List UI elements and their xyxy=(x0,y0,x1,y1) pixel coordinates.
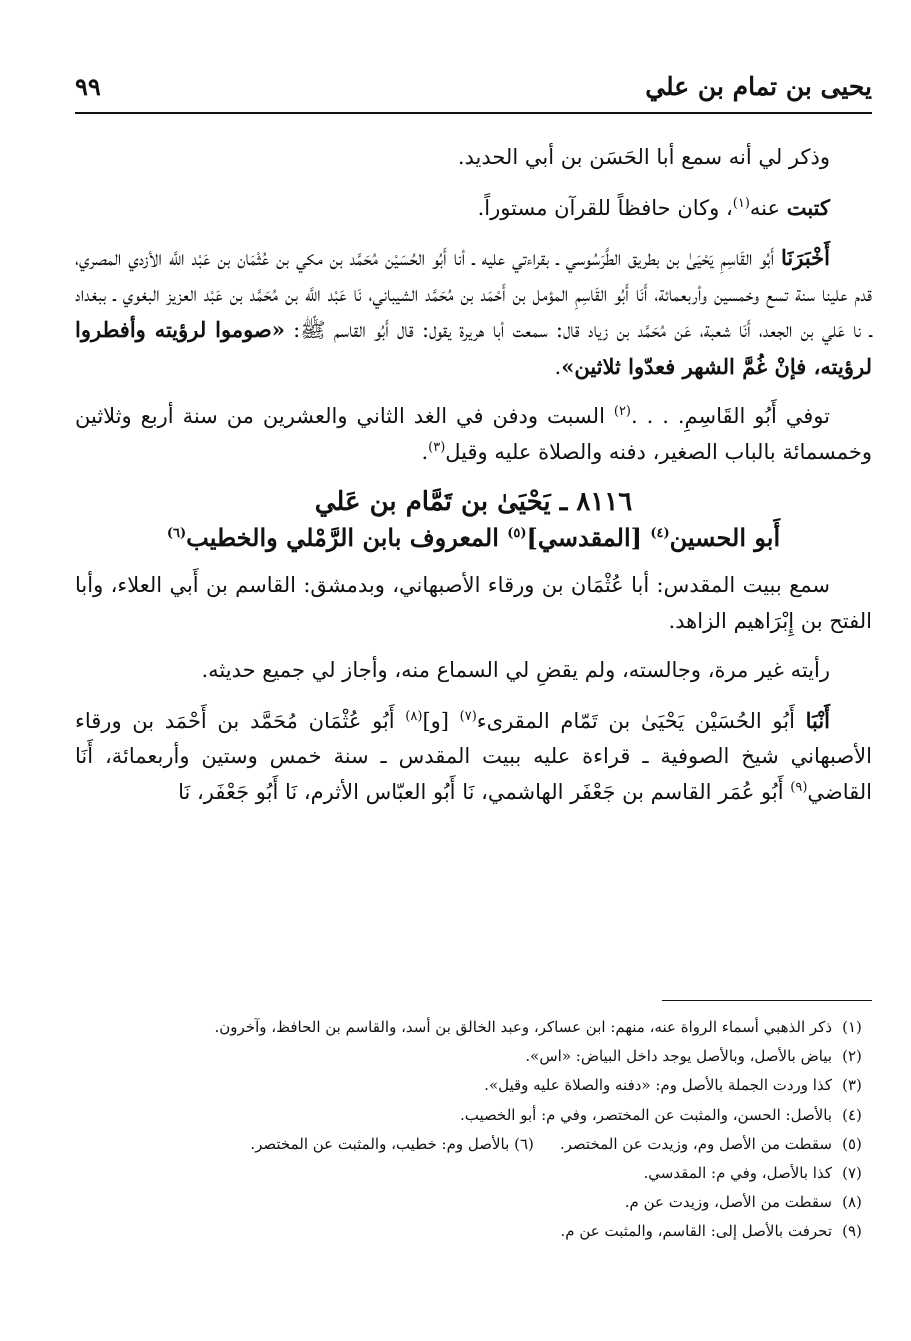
hadith-paragraph xyxy=(75,240,872,385)
footnote-text: بالأصل: الحسن، والمثبت عن المختصر، وفي م: أبو الخصيب. xyxy=(459,1105,832,1124)
entry-subtitle xyxy=(75,520,872,556)
entry-subtitle-text: المعروف بابن الرَّمْلي والخطيب xyxy=(186,523,508,552)
footnote xyxy=(75,1042,872,1071)
entry-title: ٨١١٦ ـ يَحْيَىٰ بن تَمَّام بن عَلي xyxy=(314,487,633,517)
hadith-quote: «صوموا لرؤيته وأفطروا لرؤيته، فإنْ غُمَّ الشهر فعدّوا ثلاثين» xyxy=(75,317,872,379)
main-text xyxy=(75,140,872,824)
keyword: كتبت xyxy=(786,194,830,220)
footnote xyxy=(75,1188,872,1217)
footnote-ref: (٢) xyxy=(613,404,631,419)
footnote-ref: (٧) xyxy=(459,708,477,724)
footnote xyxy=(75,1071,872,1100)
footnote-number: (٩) xyxy=(842,1222,862,1241)
paragraph-text: أَبُو القَاسِمِ يَحْيَىٰ بن بطريق الطَّرَسُوسي ـ بقراءتي عليه ـ أنا أَبُو الحُسَيْن مُحَمَّد بن مكي بن عُثْمَان بن عَبْد اللَّه الأزدي المصري، قدم علينا سنة تسع وخمسين وأربعمائة، أَنَا أَبُو القَاسِمِ المؤمل بن أَحْمَد بن مُحَمَّد الشيباني، نَا عَبْد اللَّه بن مُحَمَّد بن عَبْد العزيز البغوي ـ ببغداد ـ نا عَلي بن الجعد، أَنَا شعبة، عَن مُحَمَّد بن زياد قال: سمعت أبا هريرة يقول: قال أَبُو القاسم ﷺ: xyxy=(75,246,872,342)
entry-subtitle-text: أَبو الحسين xyxy=(669,523,781,552)
paragraph-text: أَبُو عُمَر القاسم بن جَعْفَر الهاشمي، نَا أَبُو العبّاس الأثرم، نَا أَبُو جَعْفَر، نَا xyxy=(178,779,791,804)
footnote-number: (٨) xyxy=(842,1193,862,1212)
footnote-separator xyxy=(662,1000,872,1001)
footnote-text: سقطت من الأصل، وزيدت عن م. xyxy=(624,1193,832,1212)
footnote-text: كذا بالأصل، وفي م: المقدسي. xyxy=(643,1164,832,1183)
paragraph-text: أَبُو الحُسَيْن يَحْيَىٰ بن تَمّام المقرىء xyxy=(476,708,806,733)
footnote-ref: (٨) xyxy=(405,708,423,724)
footnote xyxy=(75,1101,872,1130)
paragraph-text: سمع ببيت المقدس: أبا عُثْمَان بن ورقاء الأصبهاني، وبدمشق: القاسم بن أَبي العلاء، وأبا الفتح بن إِبْرَاهيم الزاهد. xyxy=(75,573,872,633)
paragraph-text: رأيته غير مرة، وجالسته، ولم يقضِ لي السماع منه، وأجاز لي جميع حديثه. xyxy=(201,658,830,682)
footnote-text: ذكر الذهبي أسماء الرواة عنه، منهم: ابن عساكر، وعبد الخالق بن أسد، والقاسم بن الحافظ، وآخرون. xyxy=(214,1018,832,1036)
footnote-number: (٦) xyxy=(514,1134,534,1153)
footnote-ref: (٤) xyxy=(650,526,670,541)
footnotes xyxy=(75,1013,872,1247)
footnote-number: (٢) xyxy=(842,1047,862,1066)
paragraph xyxy=(75,140,872,176)
paragraph xyxy=(75,703,872,811)
footnote-text: تحرفت بالأصل إلى: القاسم، والمثبت عن م. xyxy=(560,1222,832,1241)
paragraph xyxy=(75,568,872,639)
footnote-text: بالأصل وم: خطيب، والمثبت عن المختصر. xyxy=(250,1134,510,1153)
footnote-number: (٧) xyxy=(842,1164,862,1183)
paragraph-text: . xyxy=(554,354,562,379)
footnote-ref: (٥) xyxy=(507,526,527,541)
keyword: أَنْبَا xyxy=(805,707,831,733)
entry-subtitle-text: [المقدسي] xyxy=(526,523,651,552)
paragraph-text: ، وكان حافظاً للقرآن مستوراً. xyxy=(477,195,733,220)
footnote-ref: (٩) xyxy=(790,779,808,795)
paragraph-text: وذكر لي أنه سمع أبا الحَسَن بن أبي الحديد. xyxy=(457,145,830,169)
paragraph xyxy=(75,653,872,689)
paragraph-text: عنه xyxy=(749,195,787,220)
footnote-number: (٥) xyxy=(842,1134,862,1153)
entry-heading xyxy=(75,484,872,556)
paragraph-text: أَبُو عُثْمَان مُحَمَّد بن أَحْمَد بن ورقاء الأصبهاني شيخ الصوفية ـ قراءة عليه ببيت المقدس ـ سنة خمس وستين وأربعمائة، أَنَا القاضي xyxy=(75,708,872,804)
footnote-number: (١) xyxy=(842,1018,862,1036)
page-number: ٩٩ xyxy=(75,72,101,101)
paragraph-text: [و] xyxy=(422,708,460,733)
footnote-number: (٤) xyxy=(842,1105,862,1124)
footnote xyxy=(75,1159,872,1188)
paragraph-text: . xyxy=(421,439,429,464)
paragraph-text: توفي أَبُو القَاسِمِ. . . . xyxy=(631,404,830,428)
footnote xyxy=(75,1217,872,1246)
keyword: أَخْبَرَنَا xyxy=(781,245,830,270)
footnote-text: سقطت من الأصل وم، وزيدت عن المختصر. xyxy=(559,1134,832,1153)
footnote-text: بياض بالأصل، وبالأصل يوجد داخل البياض: «اس». xyxy=(525,1047,832,1066)
paragraph xyxy=(75,190,872,227)
header-title: يحيى بن تمام بن علي xyxy=(645,72,872,101)
footnote xyxy=(75,1130,872,1159)
footnote-ref: (٦) xyxy=(166,526,187,541)
footnote xyxy=(75,1013,872,1042)
running-header xyxy=(75,68,872,114)
footnote-ref: (١) xyxy=(732,195,750,211)
paragraph xyxy=(75,399,872,470)
footnote-text: كذا وردت الجملة بالأصل وم: «دفنه والصلاة عليه وقيل». xyxy=(484,1076,832,1095)
footnote-ref: (٣) xyxy=(428,439,446,455)
footnote-number: (٣) xyxy=(842,1076,862,1095)
paragraph-text: السبت ودفن في الغد الثاني والعشرين من سنة أربع وثلاثين وخمسمائة بالباب الصغير، دفنه والصلاة عليه وقيل xyxy=(75,404,872,464)
